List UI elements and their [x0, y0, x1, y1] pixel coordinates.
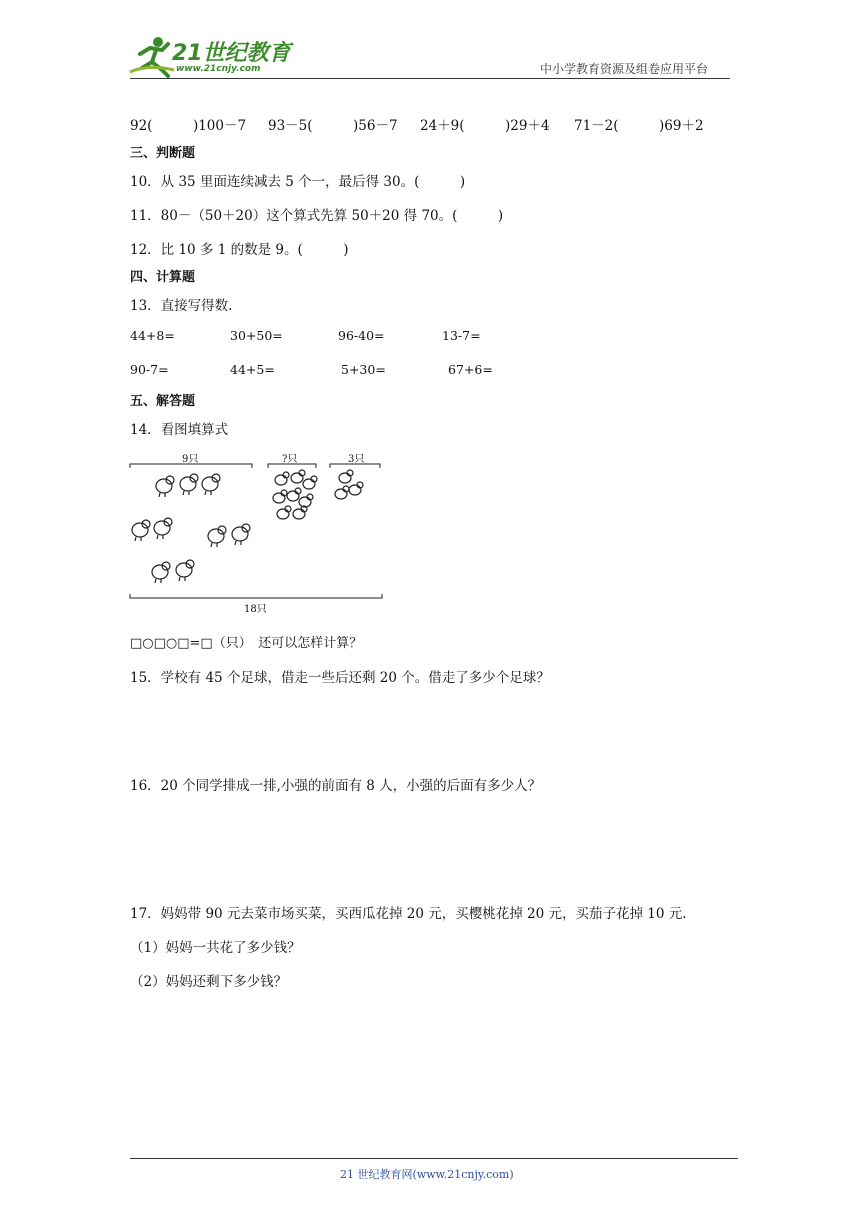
calc-7: 5+30= [341, 362, 386, 377]
calc-5: 90-7= [130, 362, 169, 377]
platform-label: 中小学教育资源及组卷应用平台 [540, 62, 709, 76]
question-10: 10．从 35 里面连续减去 5 个一，最后得 30。( ) [130, 174, 466, 190]
compare-item-1: 92( )100－7 [130, 118, 247, 134]
chicks-figure [126, 448, 388, 616]
calc-3: 96-40= [338, 328, 385, 343]
calc-6: 44+5= [230, 362, 275, 377]
runner-logo-icon [128, 34, 178, 78]
question-15: 15．学校有 45 个足球，借走一些后还剩 20 个。借走了多少个足球？ [130, 670, 550, 686]
compare-item-3: 24＋9( )29＋4 [420, 118, 550, 134]
question-12: 12．比 10 多 1 的数是 9。( ) [130, 242, 349, 258]
calc-8: 67+6= [448, 362, 493, 377]
question-13: 13．直接写得数. [130, 298, 233, 314]
logo-url-text: www.21cnjy.com [176, 64, 261, 74]
question-11: 11．80－（50＋20）这个算式先算 50＋20 得 70。( ) [130, 208, 504, 224]
header-logo [128, 34, 291, 78]
calc-2: 30+50= [230, 328, 283, 343]
section-3-title: 三、判断题 [130, 146, 196, 161]
logo-main-text: 21世纪教育 [172, 41, 291, 66]
question-14: 14．看图填算式 [130, 422, 229, 438]
question-17-part-1: （1）妈妈一共花了多少钱？ [130, 940, 301, 956]
label-unknown-chicks: ?只 [282, 454, 298, 465]
question-16: 16．20 个同学排成一排,小强的前面有 8 人，小强的后面有多少人？ [130, 778, 542, 794]
header-divider [130, 78, 730, 79]
calc-1: 44+8= [130, 328, 175, 343]
section-4-title: 四、计算题 [130, 270, 196, 285]
section-5-title: 五、解答题 [130, 394, 196, 409]
compare-item-2: 93－5( )56－7 [268, 118, 398, 134]
question-17-part-2: （2）妈妈还剩下多少钱？ [130, 974, 288, 990]
footer-divider [130, 1158, 738, 1159]
question-14-formula: □○□○□=□（只） 还可以怎样计算？ [130, 636, 363, 651]
label-9-chicks: 9只 [182, 454, 199, 465]
compare-item-4: 71－2( )69＋2 [574, 118, 704, 134]
footer-text: 21 世纪教育网(www.21cnjy.com) [340, 1168, 514, 1181]
label-3-chicks: 3只 [348, 454, 365, 465]
label-18-chicks: 18只 [244, 604, 267, 615]
question-17: 17．妈妈带 90 元去菜市场买菜，买西瓜花掉 20 元，买樱桃花掉 20 元，买茄子花掉 10 元. [130, 906, 687, 922]
calc-4: 13-7= [442, 328, 481, 343]
